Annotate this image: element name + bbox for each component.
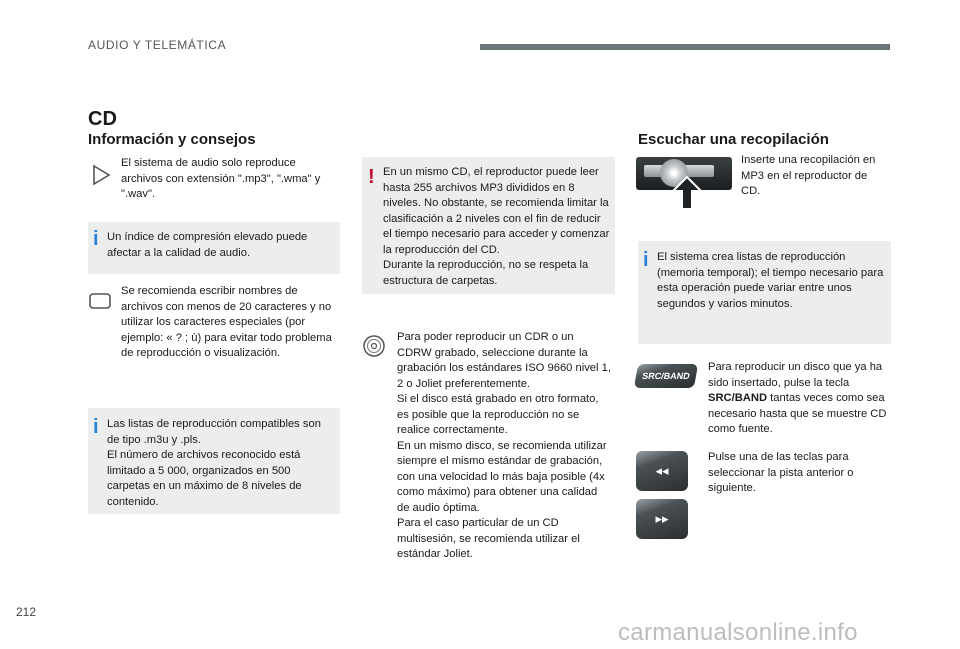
- disc-icon: [362, 334, 386, 358]
- info-icon: i: [93, 228, 99, 250]
- header-divider-bar: [480, 44, 890, 50]
- insert-compilation-text: Inserte una recopilación en MP3 en el reproductor de CD.: [741, 154, 876, 197]
- watermark: carmanualsonline.info: [618, 619, 858, 646]
- next-track-button[interactable]: ▸▸: [636, 499, 688, 539]
- cd-recording-text: Para poder reproducir un CDR o un CDRW grabado, seleccione durante la grabación los estándares ISO 9660 nivel 1, 2 o Joliet preferentemente. Si el disco está grabado en otro formato, es posible que la reproducción no se realice correctamente. En un mismo disco, se recomienda utilizar siempre el mismo estándar de grabación, con una velocidad lo más baja posible (4x como máximo) para obtener una calidad de audio óptima. Para el caso particular de un CD multisesión, se recomienda utilizar el estándar Joliet.: [397, 331, 611, 560]
- insert-arrow-icon: [667, 175, 707, 211]
- src-band-text: [708, 360, 888, 438]
- right-heading: Escuchar una recopilación: [638, 131, 829, 148]
- playlist-info-text: Las listas de reproducción compatibles son de tipo .m3u y .pls. El número de archivos reconocido está limitado a 5 000, organizados en 500 carpetas en un máximo de 8 niveles de contenido.: [107, 418, 321, 508]
- warning-icon: !: [368, 166, 375, 188]
- filename-advice-text: Se recomienda escribir nombres de archivos con menos de 20 caracteres y no utilizar los caracteres especiales (por ejemplo: « ? ; ù) para evitar todo problema de reproducción o visualización.: [121, 285, 332, 359]
- section-label: AUDIO Y TELEMÁTICA: [88, 38, 227, 52]
- src-text-bold: SRC/BAND: [708, 392, 768, 404]
- left-heading: Información y consejos: [88, 131, 256, 148]
- src-text-after: tantas veces como sea necesario hasta que se muestre CD como fuente.: [708, 392, 887, 435]
- mp3-formats-text: El sistema de audio solo reproduce archivos con extensión ".mp3", ".wma" y ".wav".: [121, 157, 321, 200]
- compression-info-text: Un índice de compresión elevado puede afectar a la calidad de audio.: [107, 231, 308, 259]
- info-icon: i: [643, 249, 649, 271]
- play-icon: [90, 164, 112, 186]
- src-band-button[interactable]: SRC/BAND: [634, 364, 698, 388]
- info-icon: i: [93, 416, 99, 438]
- previous-track-button[interactable]: ◂◂: [636, 451, 688, 491]
- playlist-creation-text: El sistema crea listas de reproducción (memoria temporal); el tiempo necesario para esta operación puede variar entre unos segundos y varios minutos.: [657, 251, 884, 310]
- src-text-before: Para reproducir un disco que ya ha sido insertado, pulse la tecla: [708, 361, 883, 389]
- rectangle-icon: [88, 291, 112, 311]
- page-title: CD: [88, 108, 117, 130]
- track-select-text: Pulse una de las teclas para seleccionar la pista anterior o siguiente.: [708, 451, 854, 494]
- page-number: 212: [16, 605, 37, 619]
- warning-text: En un mismo CD, el reproductor puede leer hasta 255 archivos MP3 divididos en 8 niveles. No obstante, se recomienda limitar la clasificación a 2 niveles con el fin de reducir el tiempo necesario para acceder y comenzar la reproducción del CD. Durante la reproducción, no se respeta la estructura de carpetas.: [383, 166, 610, 287]
